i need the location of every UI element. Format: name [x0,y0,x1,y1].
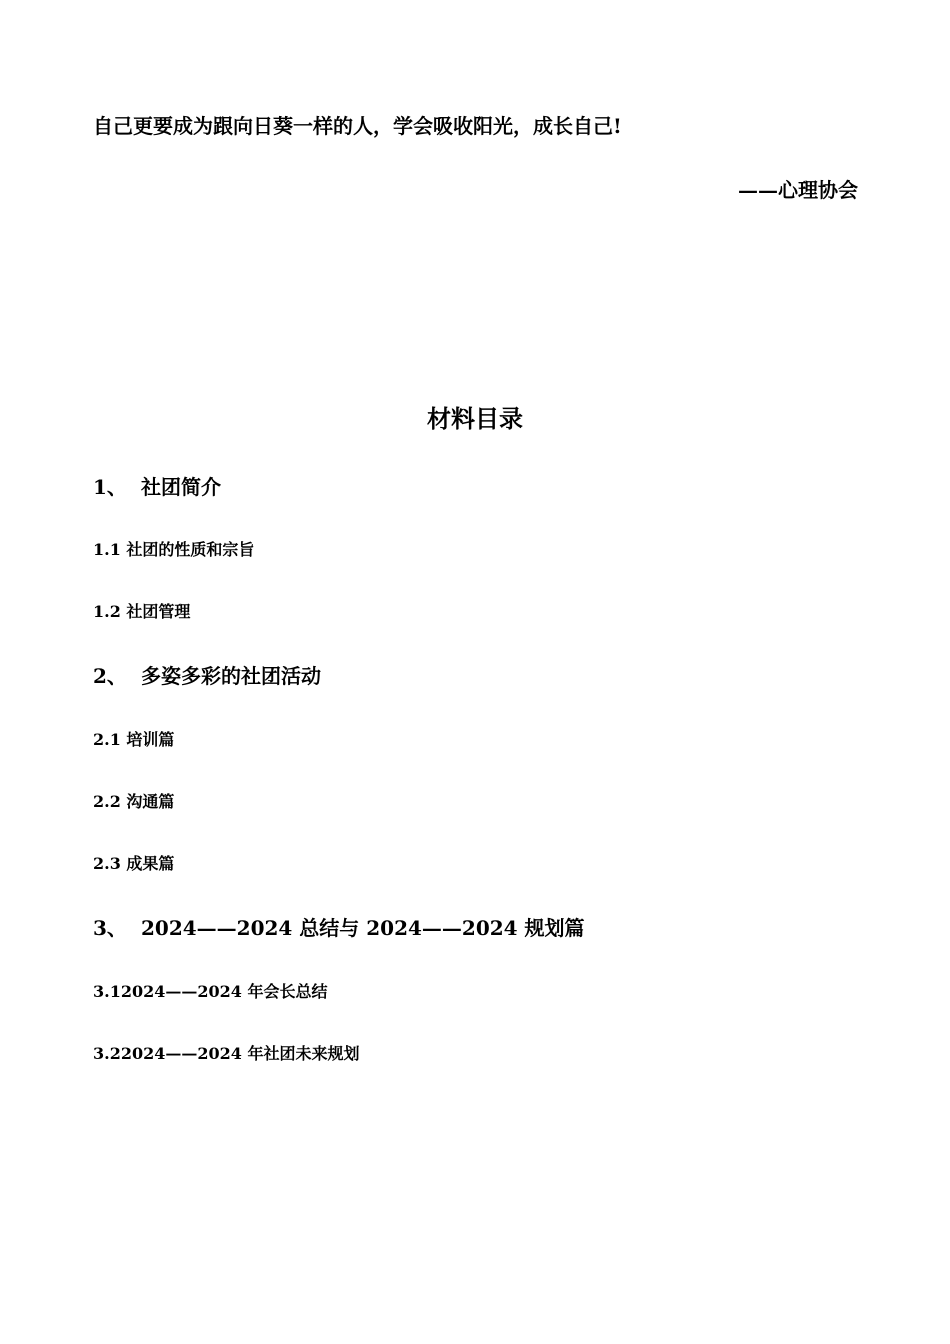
toc-section-title: 社团简介 [141,475,221,499]
toc-item-2-1: 2.1 培训篇 [93,730,175,749]
toc-item-3-1: 3.12024——2024 年会长总结 [93,982,328,1001]
signature: ——心理协会 [738,178,858,202]
toc-section-number: 1、 [93,475,127,499]
toc-item-2-2: 2.2 沟通篇 [93,792,175,811]
toc-section-number: 3、 [93,916,127,940]
toc-item-1-2: 1.2 社团管理 [93,602,191,621]
toc-section-number: 2、 [93,664,127,688]
toc-section-1 [93,473,221,501]
toc-section-3 [93,914,585,942]
toc-item-1-1: 1.1 社团的性质和宗旨 [93,540,255,559]
intro-paragraph: 自己更要成为跟向日葵一样的人，学会吸收阳光，成长自己! [93,114,622,138]
toc-title: 材料目录 [427,404,523,433]
toc-section-2 [93,662,321,690]
toc-section-title: 多姿多彩的社团活动 [141,664,321,688]
toc-section-title: 2024——2024 总结与 2024——2024 规划篇 [141,916,585,940]
toc-item-3-2: 3.22024——2024 年社团未来规划 [93,1044,360,1063]
toc-item-2-3: 2.3 成果篇 [93,854,175,873]
